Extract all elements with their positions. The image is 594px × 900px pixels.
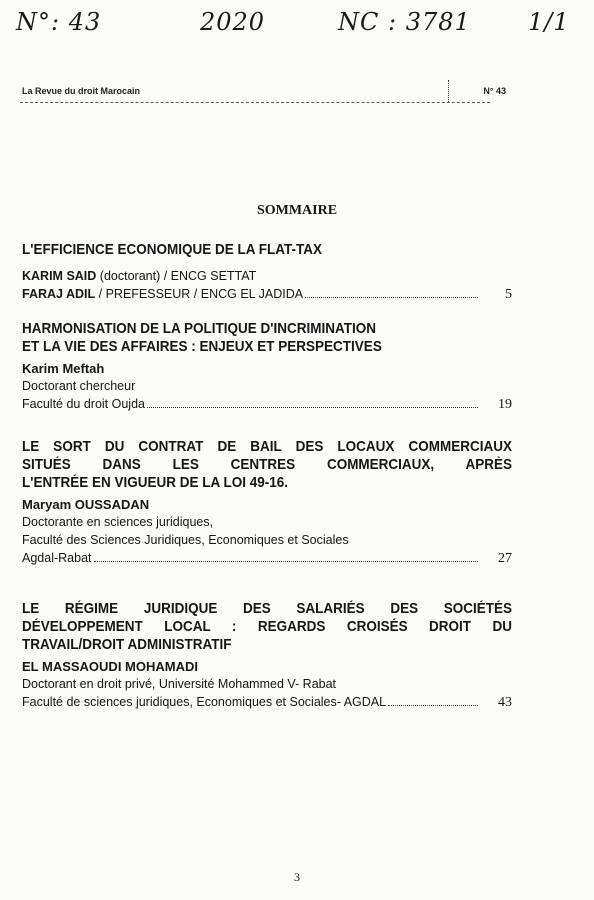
author-affiliation: Faculté des Sciences Juridiques, Economiques et Sociales: [22, 533, 349, 547]
handwritten-year: 2020: [200, 8, 266, 36]
article-title-line-1: LE SORT DU CONTRAT DE BAIL DES LOCAUX COMMERCIAUX: [22, 438, 512, 455]
toc-entry-2: [22, 320, 512, 414]
author-note: (doctorant) / ENCG SETTAT: [96, 269, 257, 283]
page-reference: 19: [498, 397, 512, 412]
dot-leader: [305, 297, 478, 298]
toc-entry-1: [22, 241, 512, 304]
author-name: EL MASSAOUDI MOHAMADI: [22, 659, 198, 674]
author-affiliation-line: [22, 395, 512, 414]
header-divider: [448, 80, 449, 102]
toc-entry-3: [22, 438, 512, 568]
article-title-line-2: SITUÉS DANS LES CENTRES COMMERCIAUX, APRÈS: [22, 456, 512, 473]
page-reference: 5: [505, 287, 512, 302]
journal-name: La Revue du droit Marocain: [22, 86, 141, 96]
article-title-line-3: TRAVAIL/DROIT ADMINISTRATIF: [22, 636, 232, 653]
affiliation-text: Faculté du droit Oujda: [22, 397, 145, 411]
author-affiliation: Doctorant en droit privé, Université Mohammed V- Rabat: [22, 677, 337, 691]
author-affiliation: Doctorant chercheur: [22, 379, 136, 393]
author-line-2: [22, 285, 512, 304]
affiliation-text: Agdal-Rabat: [22, 551, 92, 565]
dot-leader: [388, 705, 478, 706]
article-title: L'EFFICIENCE ECONOMIQUE DE LA FLAT-TAX: [22, 241, 322, 258]
dot-leader: [147, 407, 478, 408]
author-affiliation-line: [22, 693, 512, 712]
sommaire-title: SOMMAIRE: [256, 203, 338, 218]
page-reference: 27: [498, 551, 512, 566]
author-name: Karim Meftah: [22, 361, 105, 376]
author-note: / PREFESSEUR / ENCG EL JADIDA: [95, 287, 304, 301]
article-title-line-1: HARMONISATION DE LA POLITIQUE D'INCRIMINATION: [22, 320, 376, 337]
author-name: FARAJ ADIL: [22, 287, 96, 301]
author-line-1: [22, 267, 512, 285]
author-affiliation: Doctorante en sciences juridiques,: [22, 515, 214, 529]
page-number: 3: [294, 870, 300, 884]
handwritten-issue-number: N°: 43: [16, 8, 102, 36]
page-reference: 43: [498, 695, 512, 710]
header-rule: [20, 102, 490, 103]
author-name: Maryam OUSSADAN: [22, 497, 150, 512]
issue-number: N° 43: [483, 86, 506, 96]
toc-entry-4: [22, 600, 512, 712]
article-title-line-2: DÉVELOPPEMENT LOCAL : REGARDS CROISÉS DROIT DU: [22, 618, 512, 635]
author-name: KARIM SAID: [22, 269, 97, 283]
handwritten-nc-code: NC : 3781: [338, 8, 471, 36]
handwritten-copy-count: 1/1: [528, 8, 570, 36]
article-title-line-2: ET LA VIE DES AFFAIRES : ENJEUX ET PERSPECTIVES: [22, 338, 382, 355]
dot-leader: [94, 561, 479, 562]
author-affiliation-line: [22, 549, 512, 568]
article-title-line-3: L'ENTRÉE EN VIGUEUR DE LA LOI 49-16.: [22, 474, 289, 491]
affiliation-text: Faculté de sciences juridiques, Economiques et Sociales- AGDAL: [22, 695, 387, 709]
article-title-line-1: LE RÉGIME JURIDIQUE DES SALARIÉS DES SOCIÉTÉS: [22, 600, 512, 617]
